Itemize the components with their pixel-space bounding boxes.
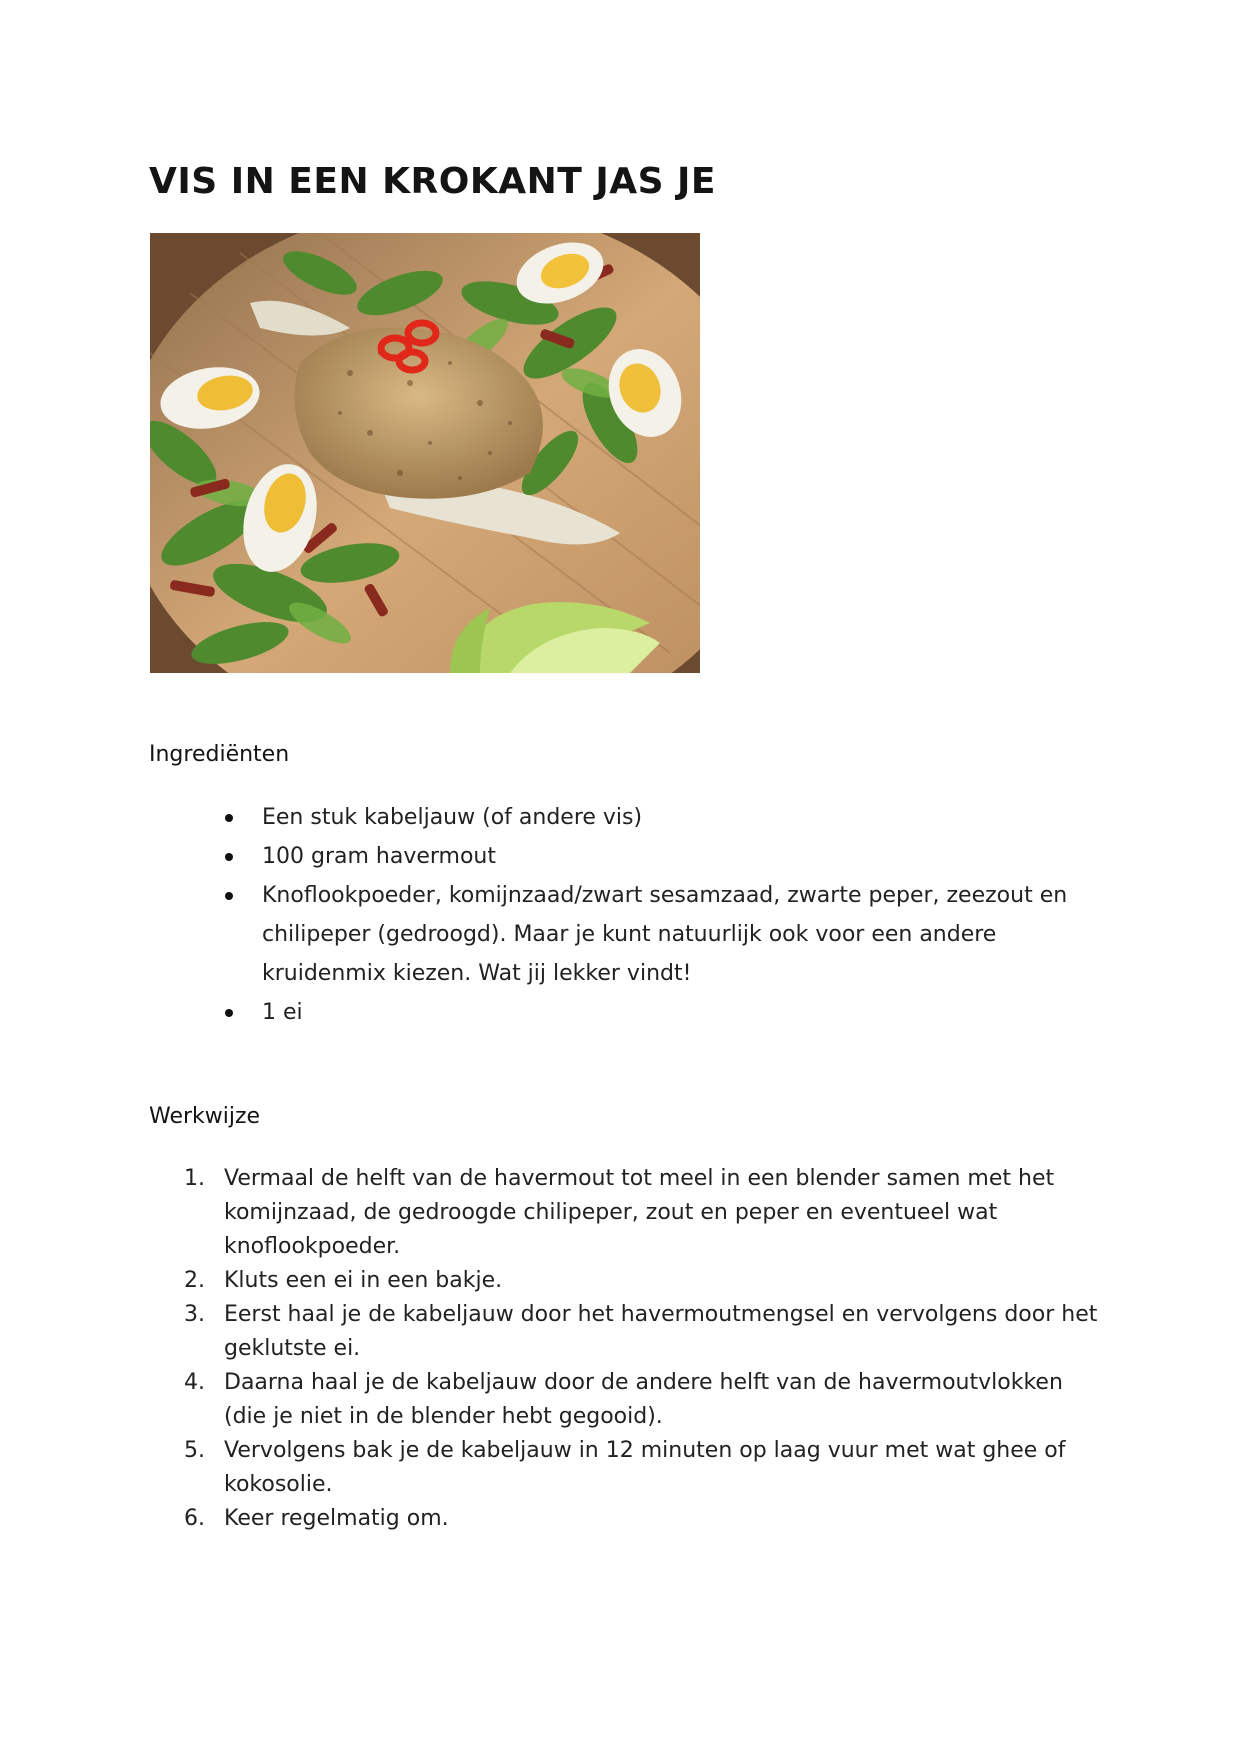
step-text: Daarna haal je de kabeljauw door de andere helft van de havermoutvlokken (die je niet in de blender hebt gegooid).: [224, 1370, 1063, 1429]
step-number: 1.: [184, 1166, 205, 1191]
list-item: [184, 1162, 1104, 1264]
step-number: 4.: [184, 1370, 205, 1395]
ingredients-list: [222, 798, 1082, 1032]
step-text: Vervolgens bak je de kabeljauw in 12 minuten op laag vuur met wat ghee of kokosolie.: [224, 1438, 1066, 1497]
step-text: Kluts een ei in een bakje.: [224, 1268, 503, 1293]
list-item: [222, 993, 1082, 1032]
ingredient-text: 1 ei: [262, 1000, 303, 1025]
list-item: [222, 876, 1082, 993]
step-number: 2.: [184, 1268, 205, 1293]
ingredient-text: 100 gram havermout: [262, 844, 496, 869]
method-steps-list: [184, 1162, 1104, 1536]
fish-salad-image: [150, 233, 700, 673]
method-heading: Werkwijze: [149, 1104, 261, 1129]
ingredient-text: Een stuk kabeljauw (of andere vis): [262, 805, 643, 830]
step-text: Eerst haal je de kabeljauw door het havermoutmengsel en vervolgens door het geklutste ei.: [224, 1302, 1098, 1361]
bullet-icon: [225, 892, 233, 900]
list-item: [184, 1298, 1104, 1366]
bullet-icon: [225, 814, 233, 822]
list-item: [184, 1434, 1104, 1502]
list-item: [222, 837, 1082, 876]
ingredient-text: Knoflookpoeder, komijnzaad/zwart sesamzaad, zwarte peper, zeezout en chilipeper (gedroogd). Maar je kunt natuurlijk ook voor een andere kruidenmix kiezen. Wat jij lekker vindt!: [262, 883, 1068, 986]
list-item: [222, 798, 1082, 837]
list-item: [184, 1502, 1104, 1536]
step-number: 3.: [184, 1302, 205, 1327]
step-number: 6.: [184, 1506, 205, 1531]
ingredients-heading: Ingrediënten: [149, 742, 290, 767]
step-text: Vermaal de helft van de havermout tot meel in een blender samen met het komijnzaad, de gedroogde chilipeper, zout en peper en eventueel wat knoflookpoeder.: [224, 1166, 1055, 1259]
step-text: Keer regelmatig om.: [224, 1506, 449, 1531]
bullet-icon: [225, 1009, 233, 1017]
step-number: 5.: [184, 1438, 205, 1463]
recipe-photo: [150, 233, 700, 673]
list-item: [184, 1366, 1104, 1434]
bullet-icon: [225, 853, 233, 861]
list-item: [184, 1264, 1104, 1298]
page-title: VIS IN EEN KROKANT JAS JE: [149, 161, 717, 202]
